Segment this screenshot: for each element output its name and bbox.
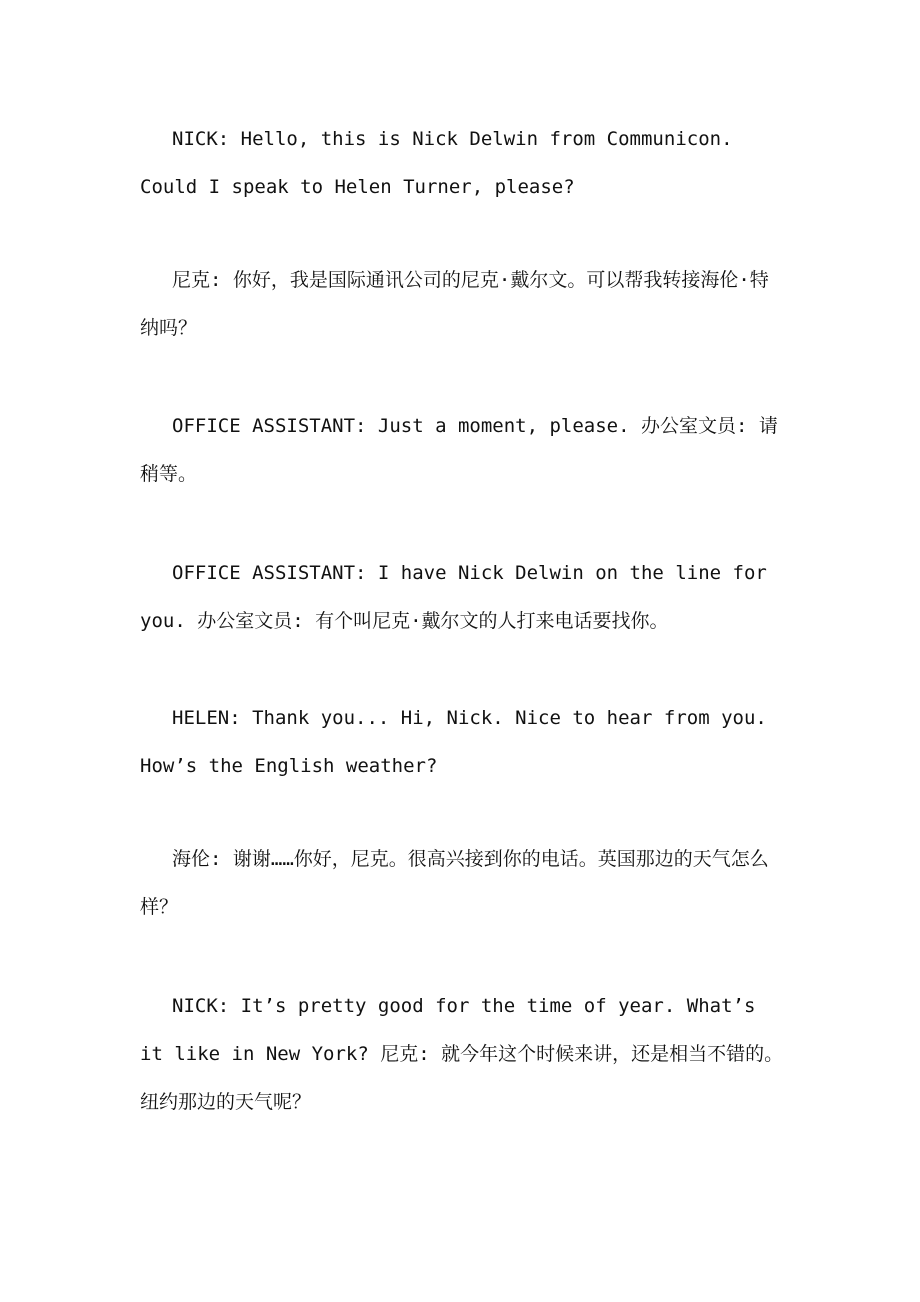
dialogue-paragraph-nick-greeting-zh: 尼克: 你好，我是国际通讯公司的尼克·戴尔文。可以帮我转接海伦·特纳吗？ [140,269,769,339]
dialogue-paragraph-assistant-transfer: OFFICE ASSISTANT: I have Nick Delwin on the line for you. 办公室文员: 有个叫尼克·戴尔文的人打来电话要找你。 [140,562,767,632]
dialogue-paragraph-nick-weather: NICK: It’s pretty good for the time of year. What’s it like in New York? 尼克: 就今年这个时候来讲，还是相当不错的。纽约那边的天气呢？ [140,995,784,1113]
dialogue-paragraph-assistant-moment: OFFICE ASSISTANT: Just a moment, please. 办公室文员: 请稍等。 [140,415,778,485]
dialogue-paragraph-nick-greeting-en: NICK: Hello, this is Nick Delwin from Communicon. Could I speak to Helen Turner, please? [140,128,733,198]
dialogue-paragraph-helen-greeting-en: HELEN: Thank you... Hi, Nick. Nice to hear from you. How’s the English weather? [140,707,767,777]
dialogue-paragraph-helen-greeting-zh: 海伦: 谢谢……你好，尼克。很高兴接到你的电话。英国那边的天气怎么样？ [140,848,769,918]
